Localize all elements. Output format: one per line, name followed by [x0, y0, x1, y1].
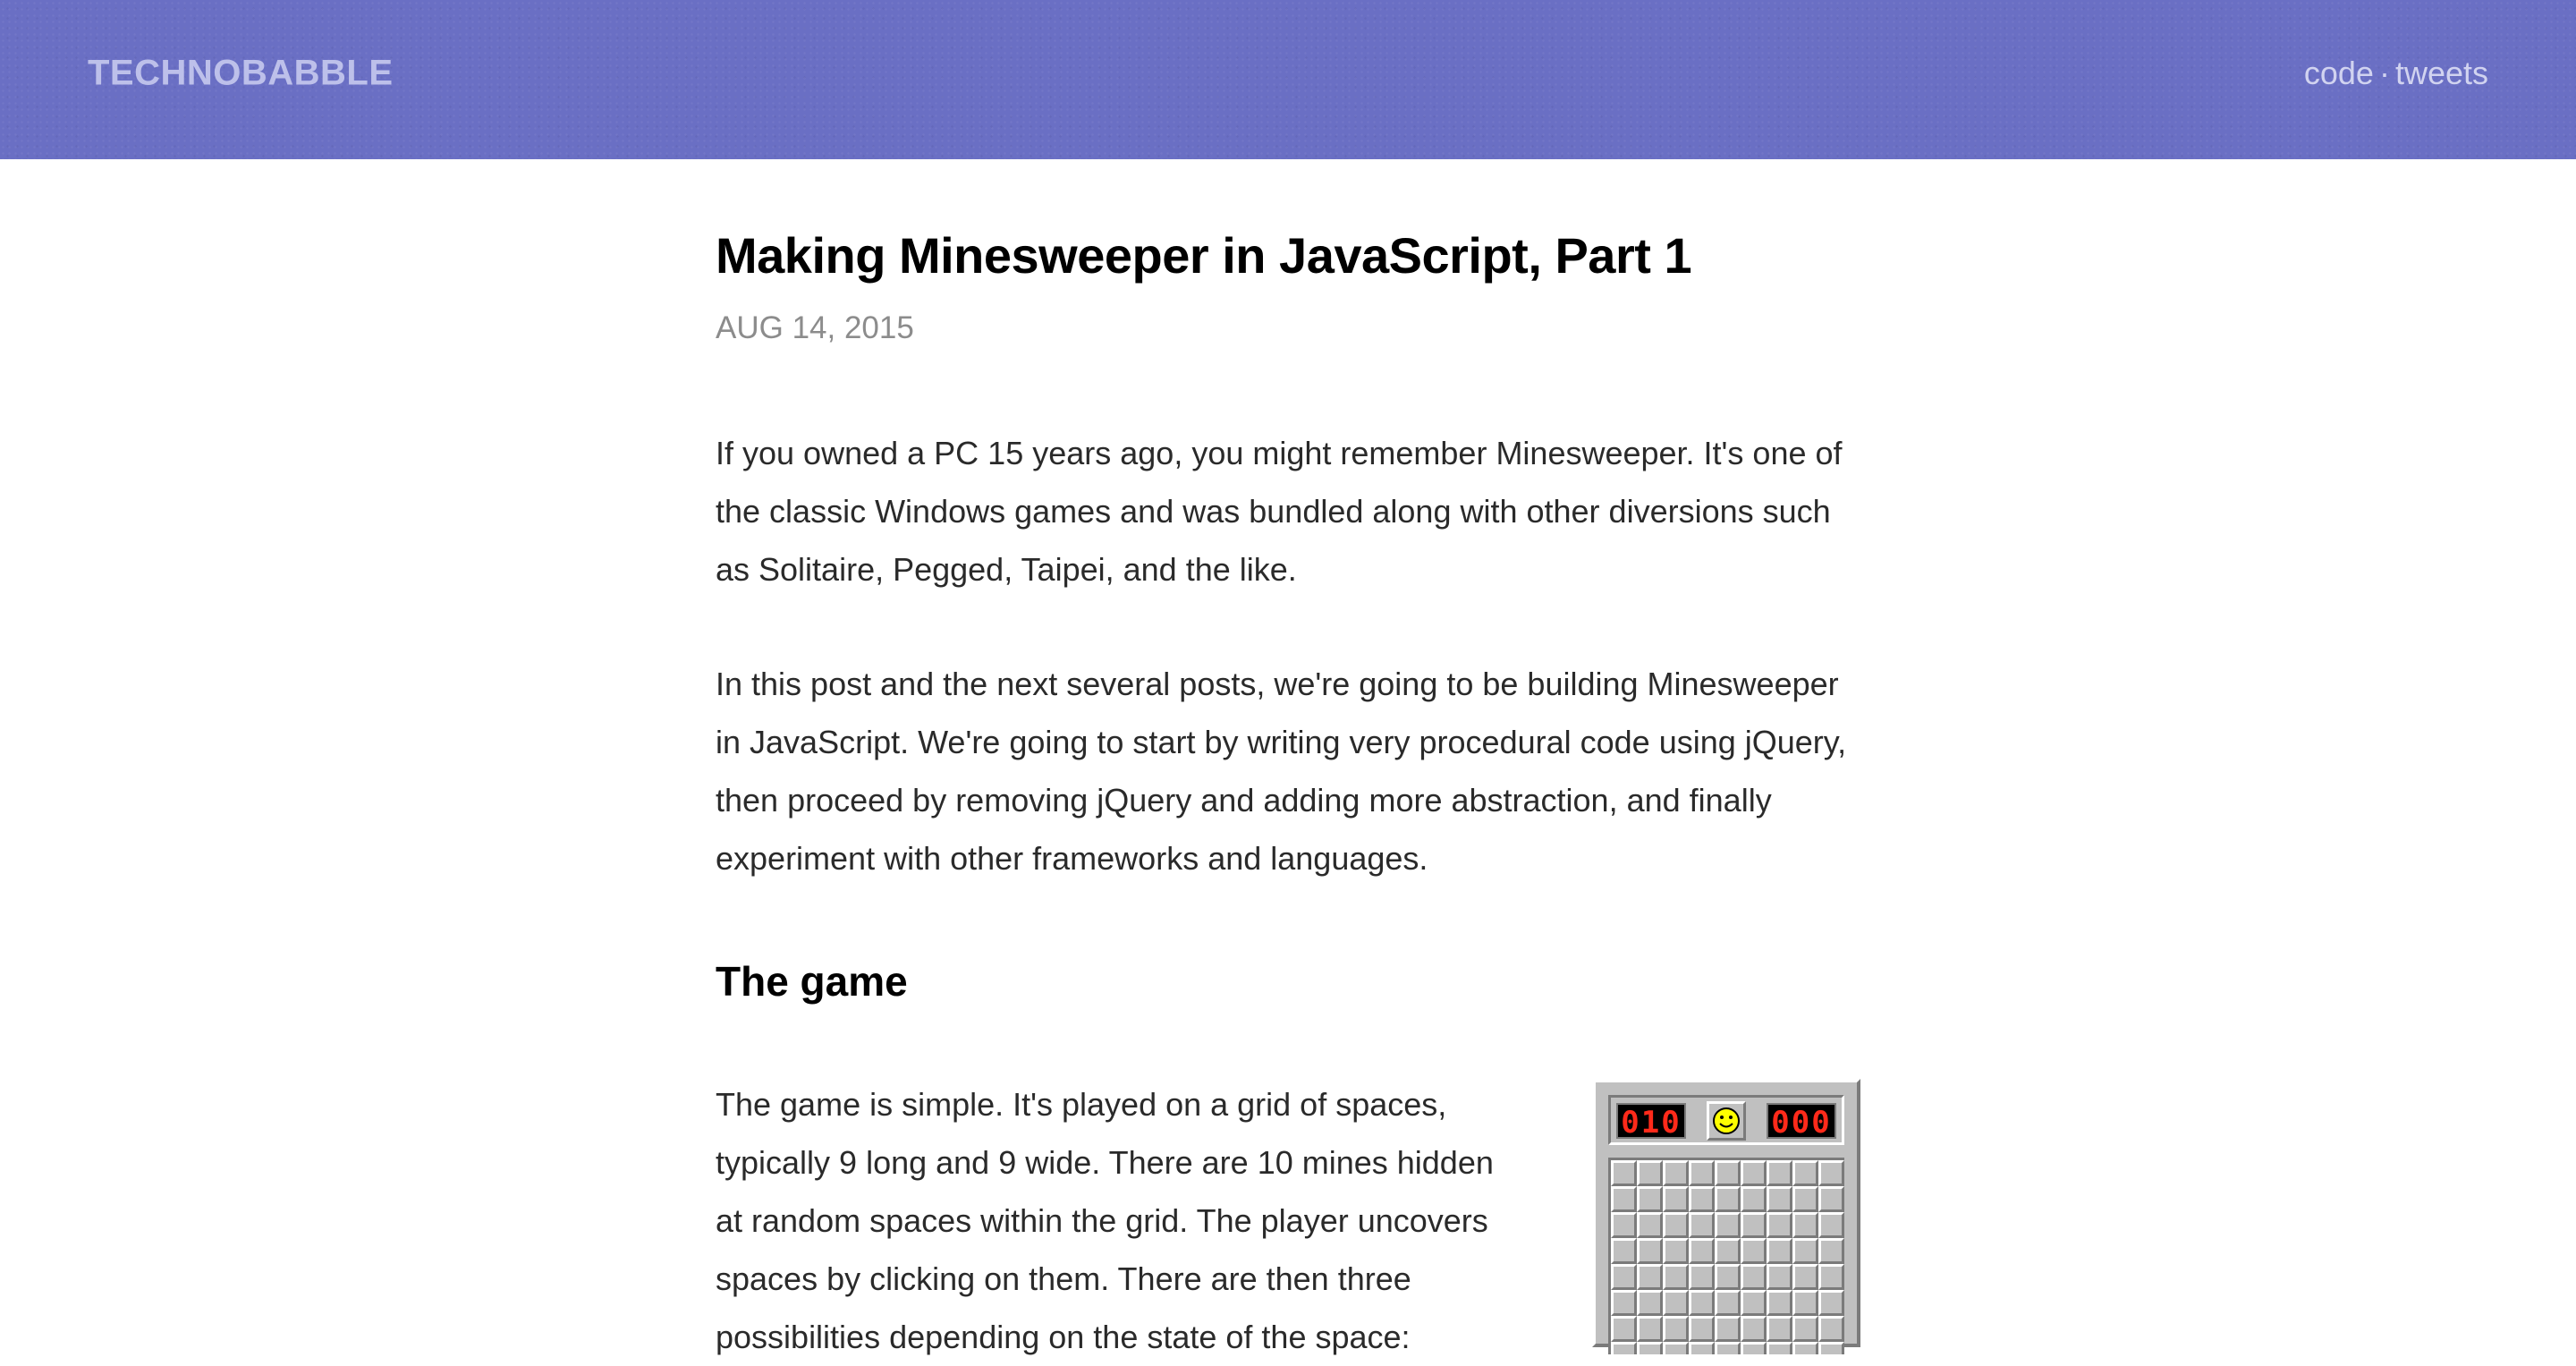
mine-cell: [1767, 1186, 1792, 1212]
mine-cell: [1818, 1160, 1844, 1186]
mine-cell: [1689, 1342, 1715, 1354]
mine-cell: [1637, 1186, 1663, 1212]
mine-cell: [1663, 1186, 1689, 1212]
mine-cell: [1611, 1238, 1637, 1264]
mine-cell: [1792, 1342, 1818, 1354]
mine-cell: [1637, 1212, 1663, 1238]
site-nav: [2304, 55, 2488, 92]
mine-cell: [1818, 1186, 1844, 1212]
nav-separator: ·: [2378, 55, 2390, 91]
mine-cell: [1611, 1342, 1637, 1354]
mine-cell: [1611, 1160, 1637, 1186]
mine-cell: [1767, 1290, 1792, 1316]
mine-cell: [1689, 1290, 1715, 1316]
mine-cell: [1663, 1290, 1689, 1316]
mine-cell: [1767, 1264, 1792, 1290]
post-paragraph-intro: If you owned a PC 15 years ago, you might remember Minesweeper. It's one of the classic Windows games and was bundled along with other diversions such as Solitaire, Pegged, Taipei, and the like.: [716, 435, 1843, 588]
mine-cell: [1715, 1290, 1741, 1316]
mine-cell: [1689, 1316, 1715, 1342]
mine-cell: [1741, 1186, 1767, 1212]
minesweeper-grid: [1608, 1158, 1844, 1354]
mine-cell: [1792, 1264, 1818, 1290]
post-date: AUG 14, 2015: [716, 310, 914, 346]
mine-cell: [1715, 1316, 1741, 1342]
mine-cell: [1818, 1212, 1844, 1238]
mine-cell: [1741, 1264, 1767, 1290]
post-paragraph-plan: In this post and the next several posts, we're going to be building Minesweeper in JavaScript. We're going to start by writing very procedural code using jQuery, then proceed by removing jQuery and adding more abstraction, and finally experiment with other frameworks and languages.: [716, 666, 1847, 877]
mine-cell: [1663, 1212, 1689, 1238]
site-brand-link[interactable]: TECHNOBABBLE: [88, 53, 394, 93]
mine-cell: [1715, 1264, 1741, 1290]
mine-cell: [1767, 1342, 1792, 1354]
mine-cell: [1637, 1290, 1663, 1316]
post-title: Making Minesweeper in JavaScript, Part 1: [716, 227, 1692, 284]
mine-cell: [1792, 1238, 1818, 1264]
mine-cell: [1611, 1290, 1637, 1316]
mine-cell: [1663, 1160, 1689, 1186]
mine-cell: [1715, 1238, 1741, 1264]
mine-cell: [1715, 1160, 1741, 1186]
mine-cell: [1792, 1160, 1818, 1186]
site-header: [0, 0, 2576, 159]
mine-cell: [1767, 1212, 1792, 1238]
nav-link-code[interactable]: code: [2303, 55, 2374, 91]
mine-cell: [1637, 1342, 1663, 1354]
mine-cell: [1663, 1264, 1689, 1290]
mine-cell: [1663, 1342, 1689, 1354]
mine-cell: [1637, 1160, 1663, 1186]
mine-cell: [1741, 1212, 1767, 1238]
timer-display: 000: [1767, 1103, 1836, 1139]
mine-cell: [1818, 1290, 1844, 1316]
mine-cell: [1637, 1316, 1663, 1342]
mine-cell: [1715, 1186, 1741, 1212]
post-paragraph-game-rules: The game is simple. It's played on a grid of spaces, typically 9 long and 9 wide. There are 10 mines hidden at random spaces within the grid. The player uncovers spaces by clicking on them. There are then three possibilities depending on the state of the space:: [716, 1086, 1494, 1355]
minesweeper-screenshot: [1592, 1079, 1860, 1347]
mine-cell: [1818, 1316, 1844, 1342]
mine-cell: [1818, 1342, 1844, 1354]
mine-cell: [1818, 1264, 1844, 1290]
mine-cell: [1741, 1290, 1767, 1316]
mine-cell: [1767, 1160, 1792, 1186]
mine-cell: [1792, 1186, 1818, 1212]
mine-cell: [1689, 1160, 1715, 1186]
mine-cell: [1792, 1212, 1818, 1238]
mine-cell: [1663, 1316, 1689, 1342]
mine-cell: [1741, 1342, 1767, 1354]
mine-cell: [1741, 1316, 1767, 1342]
mine-cell: [1611, 1212, 1637, 1238]
mine-cell: [1741, 1238, 1767, 1264]
mine-cell: [1611, 1264, 1637, 1290]
mine-cell: [1715, 1212, 1741, 1238]
mine-cell: [1637, 1238, 1663, 1264]
mine-cell: [1767, 1316, 1792, 1342]
mine-cell: [1611, 1186, 1637, 1212]
smiley-icon: [1712, 1107, 1741, 1135]
reset-smiley-button: [1707, 1101, 1746, 1141]
mine-cell: [1741, 1160, 1767, 1186]
mine-counter-display: 010: [1616, 1103, 1686, 1139]
mine-cell: [1637, 1264, 1663, 1290]
mine-cell: [1689, 1212, 1715, 1238]
mine-cell: [1663, 1238, 1689, 1264]
mine-cell: [1792, 1290, 1818, 1316]
mine-cell: [1689, 1186, 1715, 1212]
mine-cell: [1611, 1316, 1637, 1342]
mine-cell: [1792, 1316, 1818, 1342]
section-heading-the-game: The game: [716, 958, 908, 1005]
mine-cell: [1715, 1342, 1741, 1354]
mine-cell: [1767, 1238, 1792, 1264]
mine-cell: [1689, 1264, 1715, 1290]
mine-cell: [1818, 1238, 1844, 1264]
nav-link-tweets[interactable]: tweets: [2394, 55, 2488, 91]
mine-cell: [1689, 1238, 1715, 1264]
minesweeper-header: [1608, 1095, 1844, 1145]
